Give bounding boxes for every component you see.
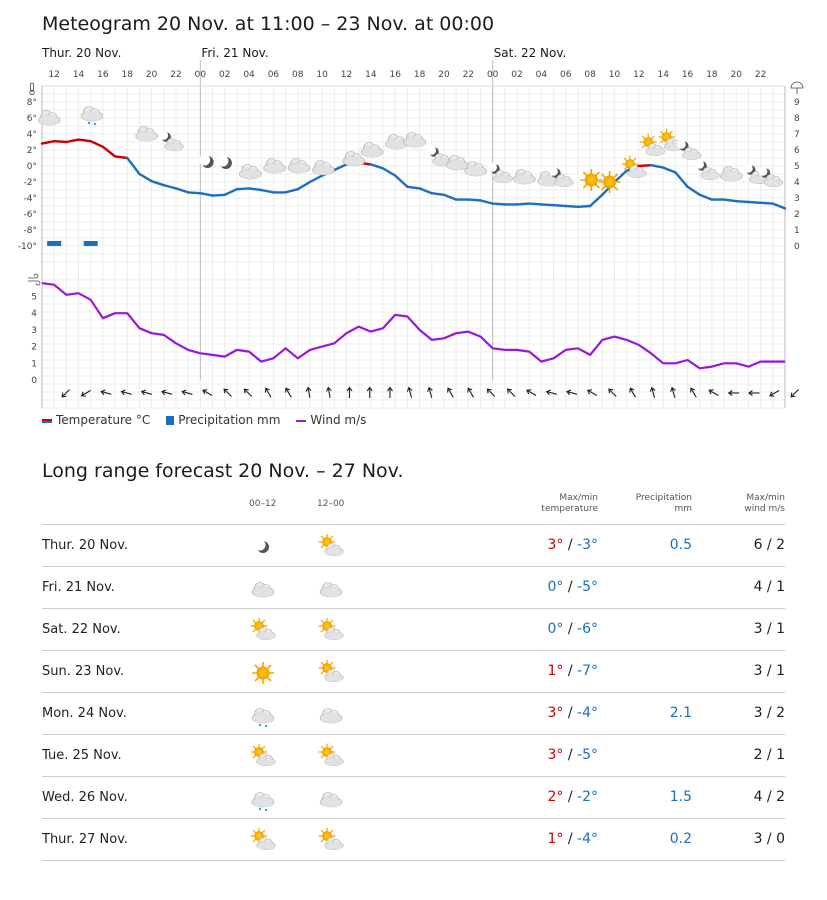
hour-label: 18 xyxy=(706,70,718,80)
precip-axis-label: 3 xyxy=(794,194,800,204)
hour-label: 04 xyxy=(535,70,548,80)
forecast-day: Thur. 27 Nov. xyxy=(42,832,129,847)
temp-axis-label: -8° xyxy=(23,226,37,236)
hour-label: 22 xyxy=(462,70,475,80)
cloud-icon xyxy=(288,159,310,174)
precip-axis-label: 1 xyxy=(794,226,800,236)
precip-axis-label: 2 xyxy=(794,210,800,220)
temperature-segment xyxy=(529,204,541,205)
temperature-segment xyxy=(493,204,505,205)
temperature-segment xyxy=(700,195,712,200)
temperature-segment xyxy=(468,200,480,201)
wind-arrow-icon xyxy=(708,388,720,398)
temperature-segment xyxy=(566,206,578,207)
wind-arrow-icon xyxy=(388,388,393,399)
cloud-icon xyxy=(136,127,158,142)
wind-arrows xyxy=(60,387,800,399)
forecast-day: Thur. 20 Nov. xyxy=(42,538,129,553)
wind-arrow-icon xyxy=(769,388,781,398)
header-period2: 12–00 xyxy=(317,499,345,509)
hour-label: 22 xyxy=(754,70,767,80)
forecast-row xyxy=(42,777,785,819)
wind-arrow-icon xyxy=(141,389,152,397)
cloud-icon xyxy=(38,111,60,126)
cloud-icon xyxy=(720,167,742,182)
cloud-icon xyxy=(264,159,286,174)
hour-label: 06 xyxy=(560,70,572,80)
chart-grid xyxy=(42,60,785,408)
temperature-segment xyxy=(761,203,773,204)
forecast-temperature: 1° / -7° xyxy=(547,663,598,679)
hour-label: 00 xyxy=(194,70,207,80)
precip-axis-label: 8 xyxy=(794,114,800,124)
temperature-segment xyxy=(675,172,687,186)
temperature-segment xyxy=(736,201,748,202)
wind-arrow-icon xyxy=(80,388,92,398)
wind-axis-label: 4 xyxy=(31,309,37,320)
max-temp: 0° xyxy=(547,579,564,595)
hour-label: 20 xyxy=(145,70,158,80)
temperature-segment xyxy=(237,188,249,189)
temperature-segment xyxy=(395,176,407,187)
cloud-icon xyxy=(248,576,278,602)
sun-cloud-icon xyxy=(316,828,346,854)
wind-arrow-icon xyxy=(202,388,214,398)
temperature-segment xyxy=(54,141,66,142)
precip-axis-label: 5 xyxy=(794,162,800,172)
forecast-temperature: 3° / -3° xyxy=(547,537,598,553)
temp-axis-label: 8° xyxy=(26,98,37,108)
temperature-segment xyxy=(432,193,444,195)
hour-label: 12 xyxy=(340,70,353,80)
day-label: Thur. 20 Nov. xyxy=(42,46,122,60)
sun-icon xyxy=(599,171,621,193)
forecast-temperature: 1° / -4° xyxy=(547,831,598,847)
cloud-icon xyxy=(312,161,334,176)
forecast-wind: 4 / 2 xyxy=(753,789,785,805)
wind-arrow-icon xyxy=(306,387,313,398)
cloud-icon xyxy=(361,143,383,158)
temperature-segment xyxy=(334,164,346,170)
hour-label: 14 xyxy=(365,70,377,80)
precip-axis-label: 9 xyxy=(794,98,800,108)
wind-arrow-icon xyxy=(446,387,456,399)
forecast-wind: 3 / 1 xyxy=(753,621,785,637)
wind-arrow-icon xyxy=(729,391,740,396)
wind-arrow-icon xyxy=(607,387,618,398)
hour-label: 12 xyxy=(48,70,60,80)
wind-arrow-icon xyxy=(670,387,678,398)
wind-arrow-icon xyxy=(466,387,476,399)
forecast-precipitation: 0.5 xyxy=(669,537,692,553)
precip-bar xyxy=(84,241,98,246)
temp-axis-label: 0° xyxy=(26,162,37,172)
hour-labels xyxy=(48,70,766,80)
moon-icon xyxy=(248,534,278,560)
temperature-segment xyxy=(115,156,127,158)
forecast-day: Sun. 23 Nov. xyxy=(42,664,125,679)
legend-precipitation: Precipitation mm xyxy=(166,413,280,427)
hour-label: 08 xyxy=(584,70,596,80)
wind-arrow-icon xyxy=(161,389,172,397)
temp-axis-label: 2° xyxy=(26,146,37,156)
max-temp: 1° xyxy=(547,663,564,679)
hour-label: 16 xyxy=(681,70,694,80)
temperature-segment xyxy=(590,195,602,206)
max-temp: 2° xyxy=(547,789,564,805)
forecast-row xyxy=(42,567,785,609)
max-temp: 3° xyxy=(547,705,564,721)
sun-partly-icon xyxy=(316,660,346,686)
forecast-day: Tue. 25 Nov. xyxy=(42,748,122,763)
max-temp: 1° xyxy=(547,831,564,847)
forecast-temperature: 0° / -5° xyxy=(547,579,598,595)
cloud-icon xyxy=(465,162,487,177)
hour-label: 10 xyxy=(316,70,328,80)
wind-arrow-icon xyxy=(60,388,71,399)
hour-label: 14 xyxy=(72,70,85,80)
wind-arrow-icon xyxy=(486,387,497,398)
forecast-wind: 3 / 2 xyxy=(753,705,785,721)
hour-label: 10 xyxy=(608,70,621,80)
wind-arrow-icon xyxy=(367,388,372,399)
forecast-precipitation: 2.1 xyxy=(669,705,692,721)
wind-arrow-icon xyxy=(264,387,274,399)
temperature-segment xyxy=(188,192,200,193)
day-label: Sat. 22 Nov. xyxy=(493,46,567,60)
legend-wind: Wind m/s xyxy=(296,413,366,427)
forecast-wind: 2 / 1 xyxy=(753,747,785,763)
day-label: Fri. 21 Nov. xyxy=(201,46,269,60)
temperature-segment xyxy=(517,204,529,205)
temperature-segment xyxy=(420,188,432,193)
temperature-segment xyxy=(139,174,151,181)
header-period1: 00–12 xyxy=(249,499,277,509)
snow-cloud-icon xyxy=(248,702,278,728)
forecast-day: Fri. 21 Nov. xyxy=(42,580,115,595)
hour-label: 12 xyxy=(633,70,645,80)
wind-axis-label: 5 xyxy=(31,292,37,303)
meteogram-title: Meteogram 20 Nov. at 11:00 – 23 Nov. at 00:00 xyxy=(42,13,495,35)
wind-axis-label: 3 xyxy=(31,325,37,336)
forecast-temperature: 3° / -4° xyxy=(547,705,598,721)
min-temp: -6° xyxy=(577,621,598,637)
axis-icons xyxy=(28,82,803,285)
min-temp: -5° xyxy=(577,579,598,595)
temperature-segment xyxy=(578,206,590,207)
wind-arrow-icon xyxy=(243,387,254,398)
temperature-segment xyxy=(688,187,700,195)
hour-label: 20 xyxy=(730,70,743,80)
cloud-icon xyxy=(513,170,535,185)
precip-axis-label: 7 xyxy=(794,130,800,140)
long-range-title: Long range forecast 20 Nov. – 27 Nov. xyxy=(42,460,404,482)
hour-label: 18 xyxy=(121,70,133,80)
cloud-icon xyxy=(316,786,346,812)
min-temp: -4° xyxy=(577,831,598,847)
forecast-row xyxy=(42,651,785,693)
chart-legend xyxy=(42,413,366,427)
wind-arrow-icon xyxy=(427,387,435,398)
max-temp: 0° xyxy=(547,621,564,637)
forecast-precipitation: 1.5 xyxy=(669,789,692,805)
wind-axis-label: 0 xyxy=(31,376,37,386)
temperature-segment xyxy=(407,187,419,189)
hour-label: 00 xyxy=(486,70,499,80)
temperature-segment xyxy=(249,188,261,190)
sun-partly-icon xyxy=(316,618,346,644)
min-temp: -2° xyxy=(577,789,598,805)
day-labels xyxy=(41,46,566,60)
temp-axis-label: -10° xyxy=(17,242,37,252)
temp-axis-label: 6° xyxy=(26,114,37,124)
temperature-segment xyxy=(639,165,651,166)
forecast-wind: 4 / 1 xyxy=(753,579,785,595)
wind-arrow-icon xyxy=(121,389,132,397)
wind-arrow-icon xyxy=(789,388,800,399)
legend-temperature: Temperature °C xyxy=(42,413,150,427)
sun-partly-icon xyxy=(248,618,278,644)
meteogram-chart xyxy=(0,0,827,412)
wind-arrow-icon xyxy=(101,389,112,397)
hour-label: 02 xyxy=(218,70,231,80)
forecast-temperature: 2° / -2° xyxy=(547,789,598,805)
temperature-segment xyxy=(724,200,736,202)
forecast-wind: 6 / 2 xyxy=(753,537,785,553)
wind-icon xyxy=(28,274,40,285)
snow-cloud-icon xyxy=(248,786,278,812)
wind-arrow-icon xyxy=(182,389,193,397)
wind-arrow-icon xyxy=(526,388,538,398)
hour-label: 02 xyxy=(511,70,523,80)
temp-axis-label: 4° xyxy=(26,130,37,140)
temperature-segment xyxy=(298,182,310,189)
forecast-row xyxy=(42,693,785,735)
sun-cloud-icon xyxy=(316,534,346,560)
header-precipitation: Precipitation mm xyxy=(635,493,692,514)
precip-axis-label: 0 xyxy=(794,242,800,252)
temperature-segment xyxy=(79,140,91,142)
forecast-wind: 3 / 0 xyxy=(753,831,785,847)
wind-axis-label: 2 xyxy=(31,342,37,353)
wind-arrow-icon xyxy=(546,389,557,397)
temperature-segment xyxy=(213,195,225,196)
temperature-segment xyxy=(310,176,322,182)
long-range-header xyxy=(42,490,785,525)
precip-bar xyxy=(47,241,61,246)
min-temp: -3° xyxy=(577,537,598,553)
mooncloud-icon xyxy=(695,160,719,180)
min-temp: -4° xyxy=(577,705,598,721)
max-temp: 3° xyxy=(547,747,564,763)
umbrella-icon xyxy=(791,82,803,94)
forecast-row xyxy=(42,609,785,651)
wind-arrow-icon xyxy=(628,387,638,399)
forecast-row xyxy=(42,819,785,861)
wind-arrow-icon xyxy=(586,388,598,398)
forecast-day: Sat. 22 Nov. xyxy=(42,622,121,637)
temp-axis-label: -2° xyxy=(23,178,37,188)
hour-label: 08 xyxy=(292,70,304,80)
long-range-table xyxy=(42,490,785,861)
wind-arrow-icon xyxy=(689,387,699,399)
sun-cloud-icon xyxy=(248,744,278,770)
forecast-day: Wed. 26 Nov. xyxy=(42,790,128,805)
temperature-segment xyxy=(164,185,176,188)
precip-axis-label: 4 xyxy=(794,178,800,188)
hour-label: 04 xyxy=(243,70,255,80)
hour-label: 16 xyxy=(389,70,401,80)
hour-label: 22 xyxy=(170,70,182,80)
temperature-segment xyxy=(383,168,395,175)
forecast-temperature: 0° / -6° xyxy=(547,621,598,637)
hour-label: 20 xyxy=(438,70,450,80)
forecast-row xyxy=(42,735,785,777)
cloud-icon xyxy=(316,702,346,728)
forecast-wind: 3 / 1 xyxy=(753,663,785,679)
temperature-segment xyxy=(663,168,675,173)
wind-arrow-icon xyxy=(347,388,352,399)
temp-axis-label: -4° xyxy=(23,194,37,204)
cloud-icon xyxy=(404,133,426,148)
hour-label: 18 xyxy=(413,70,426,80)
hour-label: 06 xyxy=(267,70,280,80)
header-wind: Max/min wind m/s xyxy=(744,493,785,514)
sun-icon xyxy=(248,660,278,686)
temperature-segment xyxy=(200,193,212,195)
forecast-temperature: 3° / -5° xyxy=(547,747,598,763)
hour-label: 16 xyxy=(97,70,109,80)
wind-arrow-icon xyxy=(326,387,333,398)
wind-arrow-icon xyxy=(222,387,233,398)
forecast-precipitation: 0.2 xyxy=(669,831,692,847)
temperature-segment xyxy=(103,147,115,157)
forecast-day: Mon. 24 Nov. xyxy=(42,706,127,721)
temperature-segment xyxy=(444,195,456,200)
header-temperature: Max/min temperature xyxy=(541,493,598,514)
temperature-segment xyxy=(554,205,566,206)
snowcloud-icon xyxy=(81,107,103,126)
temperature-segment xyxy=(748,202,760,203)
sun-cloud-icon xyxy=(248,828,278,854)
wind-axis-label: 1 xyxy=(31,359,37,370)
cloud-icon xyxy=(316,576,346,602)
temp-axis-label: -6° xyxy=(23,210,37,220)
cloud-icon xyxy=(239,165,261,180)
wind-arrow-icon xyxy=(749,391,760,396)
temperature-segment xyxy=(480,200,492,203)
precip-axis-label: 6 xyxy=(794,146,800,156)
wind-arrow-icon xyxy=(506,387,517,398)
min-temp: -7° xyxy=(577,663,598,679)
hour-label: 14 xyxy=(657,70,669,80)
wind-arrow-icon xyxy=(566,389,577,397)
forecast-row xyxy=(42,525,785,567)
precipitation-bars xyxy=(47,241,98,246)
max-temp: 3° xyxy=(547,537,564,553)
thermometer-icon xyxy=(30,83,34,95)
sun-cloud-icon xyxy=(316,744,346,770)
temperature-segment xyxy=(541,204,553,205)
min-temp: -5° xyxy=(577,747,598,763)
sun-icon xyxy=(580,169,602,191)
